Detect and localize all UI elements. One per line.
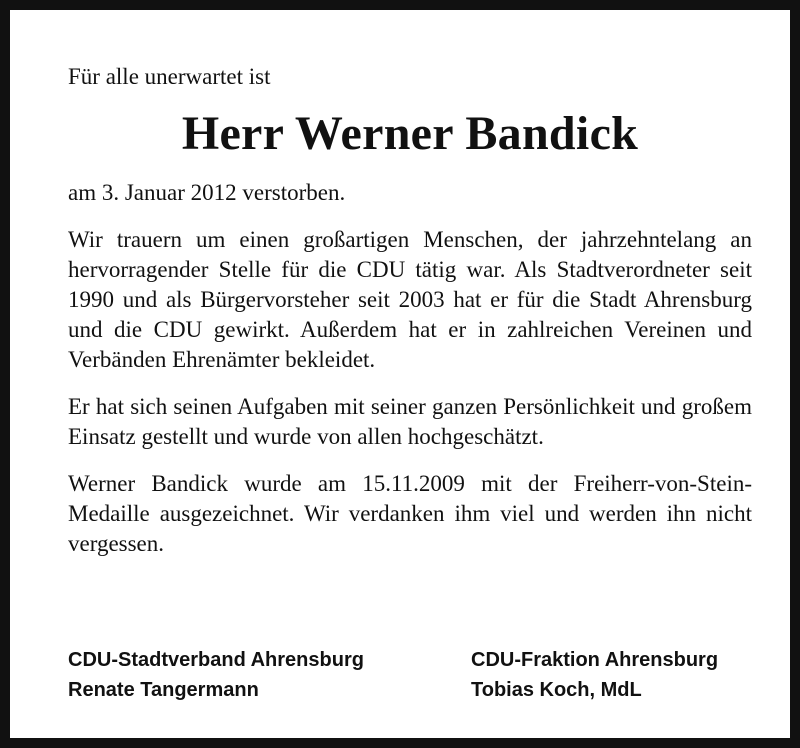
signature-block-fraktion xyxy=(471,645,718,705)
signature-organization: CDU-Fraktion Ahrensburg xyxy=(471,649,719,671)
deceased-name: Herr Werner Bandick xyxy=(181,107,639,160)
signature-block-stadtverband xyxy=(68,645,364,705)
paragraph-tribute: Wir trauern um einen großartigen Menschen, der jahrzehntelang an hervorragender Stelle für die CDU tätig war. Als Stadtverordneter seit 1990 und als Bürgervorsteher seit 2003 hat er für die Stadt Ahrensburg und die CDU gewirkt. Außerdem hat er in zahlreichen Vereinen und Verbänden Ehrenämter bekleidet. xyxy=(68,227,752,372)
signature-person: Tobias Koch, MdL xyxy=(471,679,642,701)
signature-organization: CDU-Stadtverband Ahrensburg xyxy=(68,649,364,671)
paragraph-commitment: Er hat sich seinen Aufgaben mit seiner ganzen Persönlichkeit und großem Einsatz gestellt und wurde von allen hochgeschätzt. xyxy=(68,394,752,449)
date-line: am 3. Januar 2012 verstorben. xyxy=(68,180,346,205)
notice-body xyxy=(68,62,752,559)
paragraph-award: Werner Bandick wurde am 15.11.2009 mit der Freiherr-von-Stein-Medaille ausgezeichnet. Wir verdanken ihm viel und werden ihn nicht vergessen. xyxy=(68,471,752,556)
signature-person: Renate Tangermann xyxy=(68,679,259,701)
intro-line: Für alle unerwartet ist xyxy=(68,64,271,89)
